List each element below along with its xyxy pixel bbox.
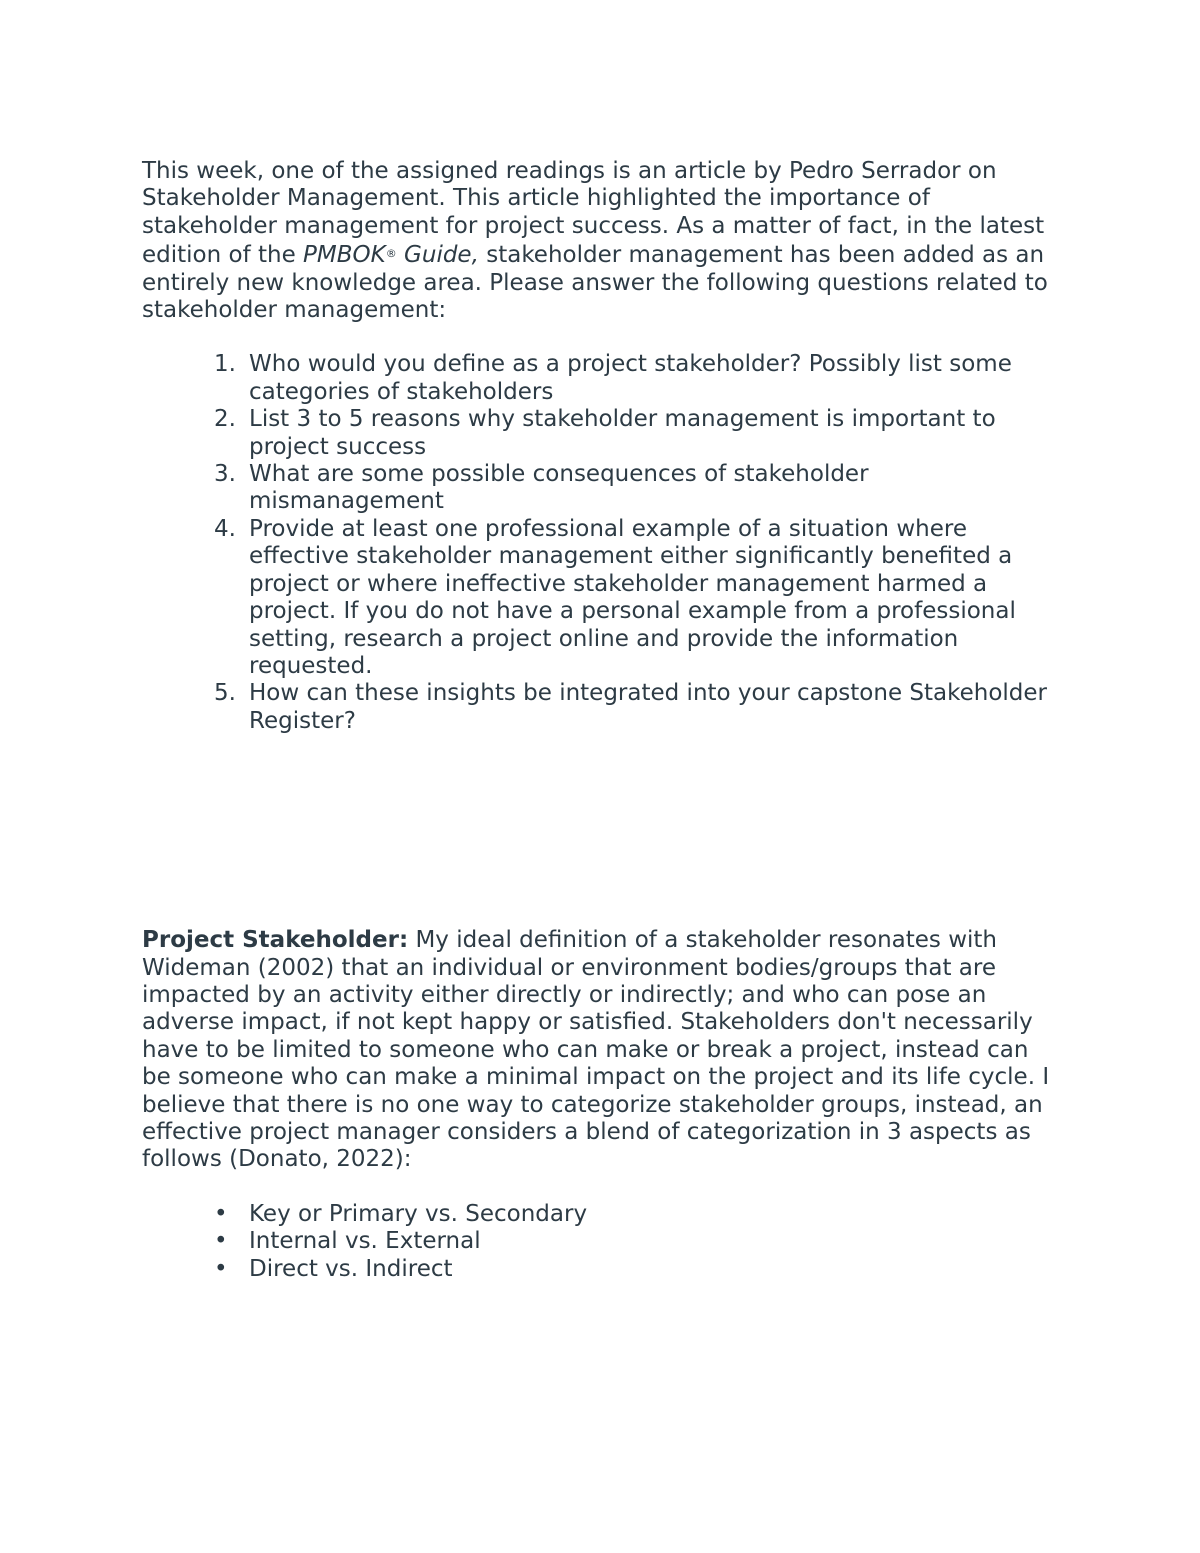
document-page	[142, 158, 1062, 1283]
answer-paragraph	[142, 927, 1062, 1174]
bullet-icon: •	[214, 1200, 228, 1227]
registered-mark: ®	[385, 247, 397, 261]
question-item: What are some possible consequences of stakeholder mismanagement	[249, 461, 869, 515]
intro-paragraph	[142, 158, 1062, 324]
bullet-icon: •	[214, 1255, 228, 1282]
list-item	[214, 1200, 1062, 1228]
question-item: Provide at least one professional example of a situation where effective stakeholder management either significantly benefited a project or where ineffective stakeholder management harmed a project. If you do not have a personal example from a professional setting, research a project online and provide the information requested.	[249, 515, 1016, 679]
categories-list	[142, 1201, 1062, 1283]
intro-text-start: This week, one of the assigned readings is an article by Pedro Serrador on Stakeholder Management. This article highlighted the importance of stakeholder management for project success. As a matter of fact, in the latest edition of the	[142, 158, 1045, 269]
intro-text-end: stakeholder management has been added as an entirely new knowledge area. Please answer the following questions related to stakeholder management:	[142, 242, 1048, 324]
answer-body: My ideal definition of a stakeholder resonates with Wideman (2002) that an individual or environment bodies/groups that are impacted by an activity either directly or indirectly; and who can pose an adverse impact, if not kept happy or satisfied. Stakeholders don't necessarily have to be limited to someone who can make or break a project, instead can be someone who can make a minimal impact on the project and its life cycle. I believe that there is no one way to categorize stakeholder groups, instead, an effective project manager considers a blend of categorization in 3 aspects as follows (Donato, 2022):	[142, 927, 1050, 1173]
question-item: How can these insights be integrated into your capstone Stakeholder Register?	[249, 680, 1048, 734]
question-item: Who would you define as a project stakeholder? Possibly list some categories of stakeholders	[249, 351, 1012, 405]
category-label: Internal vs. External	[249, 1228, 481, 1255]
questions-list	[142, 351, 1062, 735]
pmbok-title: PMBOK® Guide,	[303, 242, 479, 269]
list-item	[214, 1228, 1062, 1255]
category-label: Key or Primary vs. Secondary	[249, 1200, 588, 1227]
question-item: List 3 to 5 reasons why stakeholder management is important to project success	[249, 406, 996, 460]
category-label: Direct vs. Indirect	[249, 1255, 453, 1282]
bullet-icon: •	[214, 1228, 228, 1255]
answer-heading: Project Stakeholder:	[142, 927, 409, 954]
list-item	[214, 1255, 1062, 1283]
